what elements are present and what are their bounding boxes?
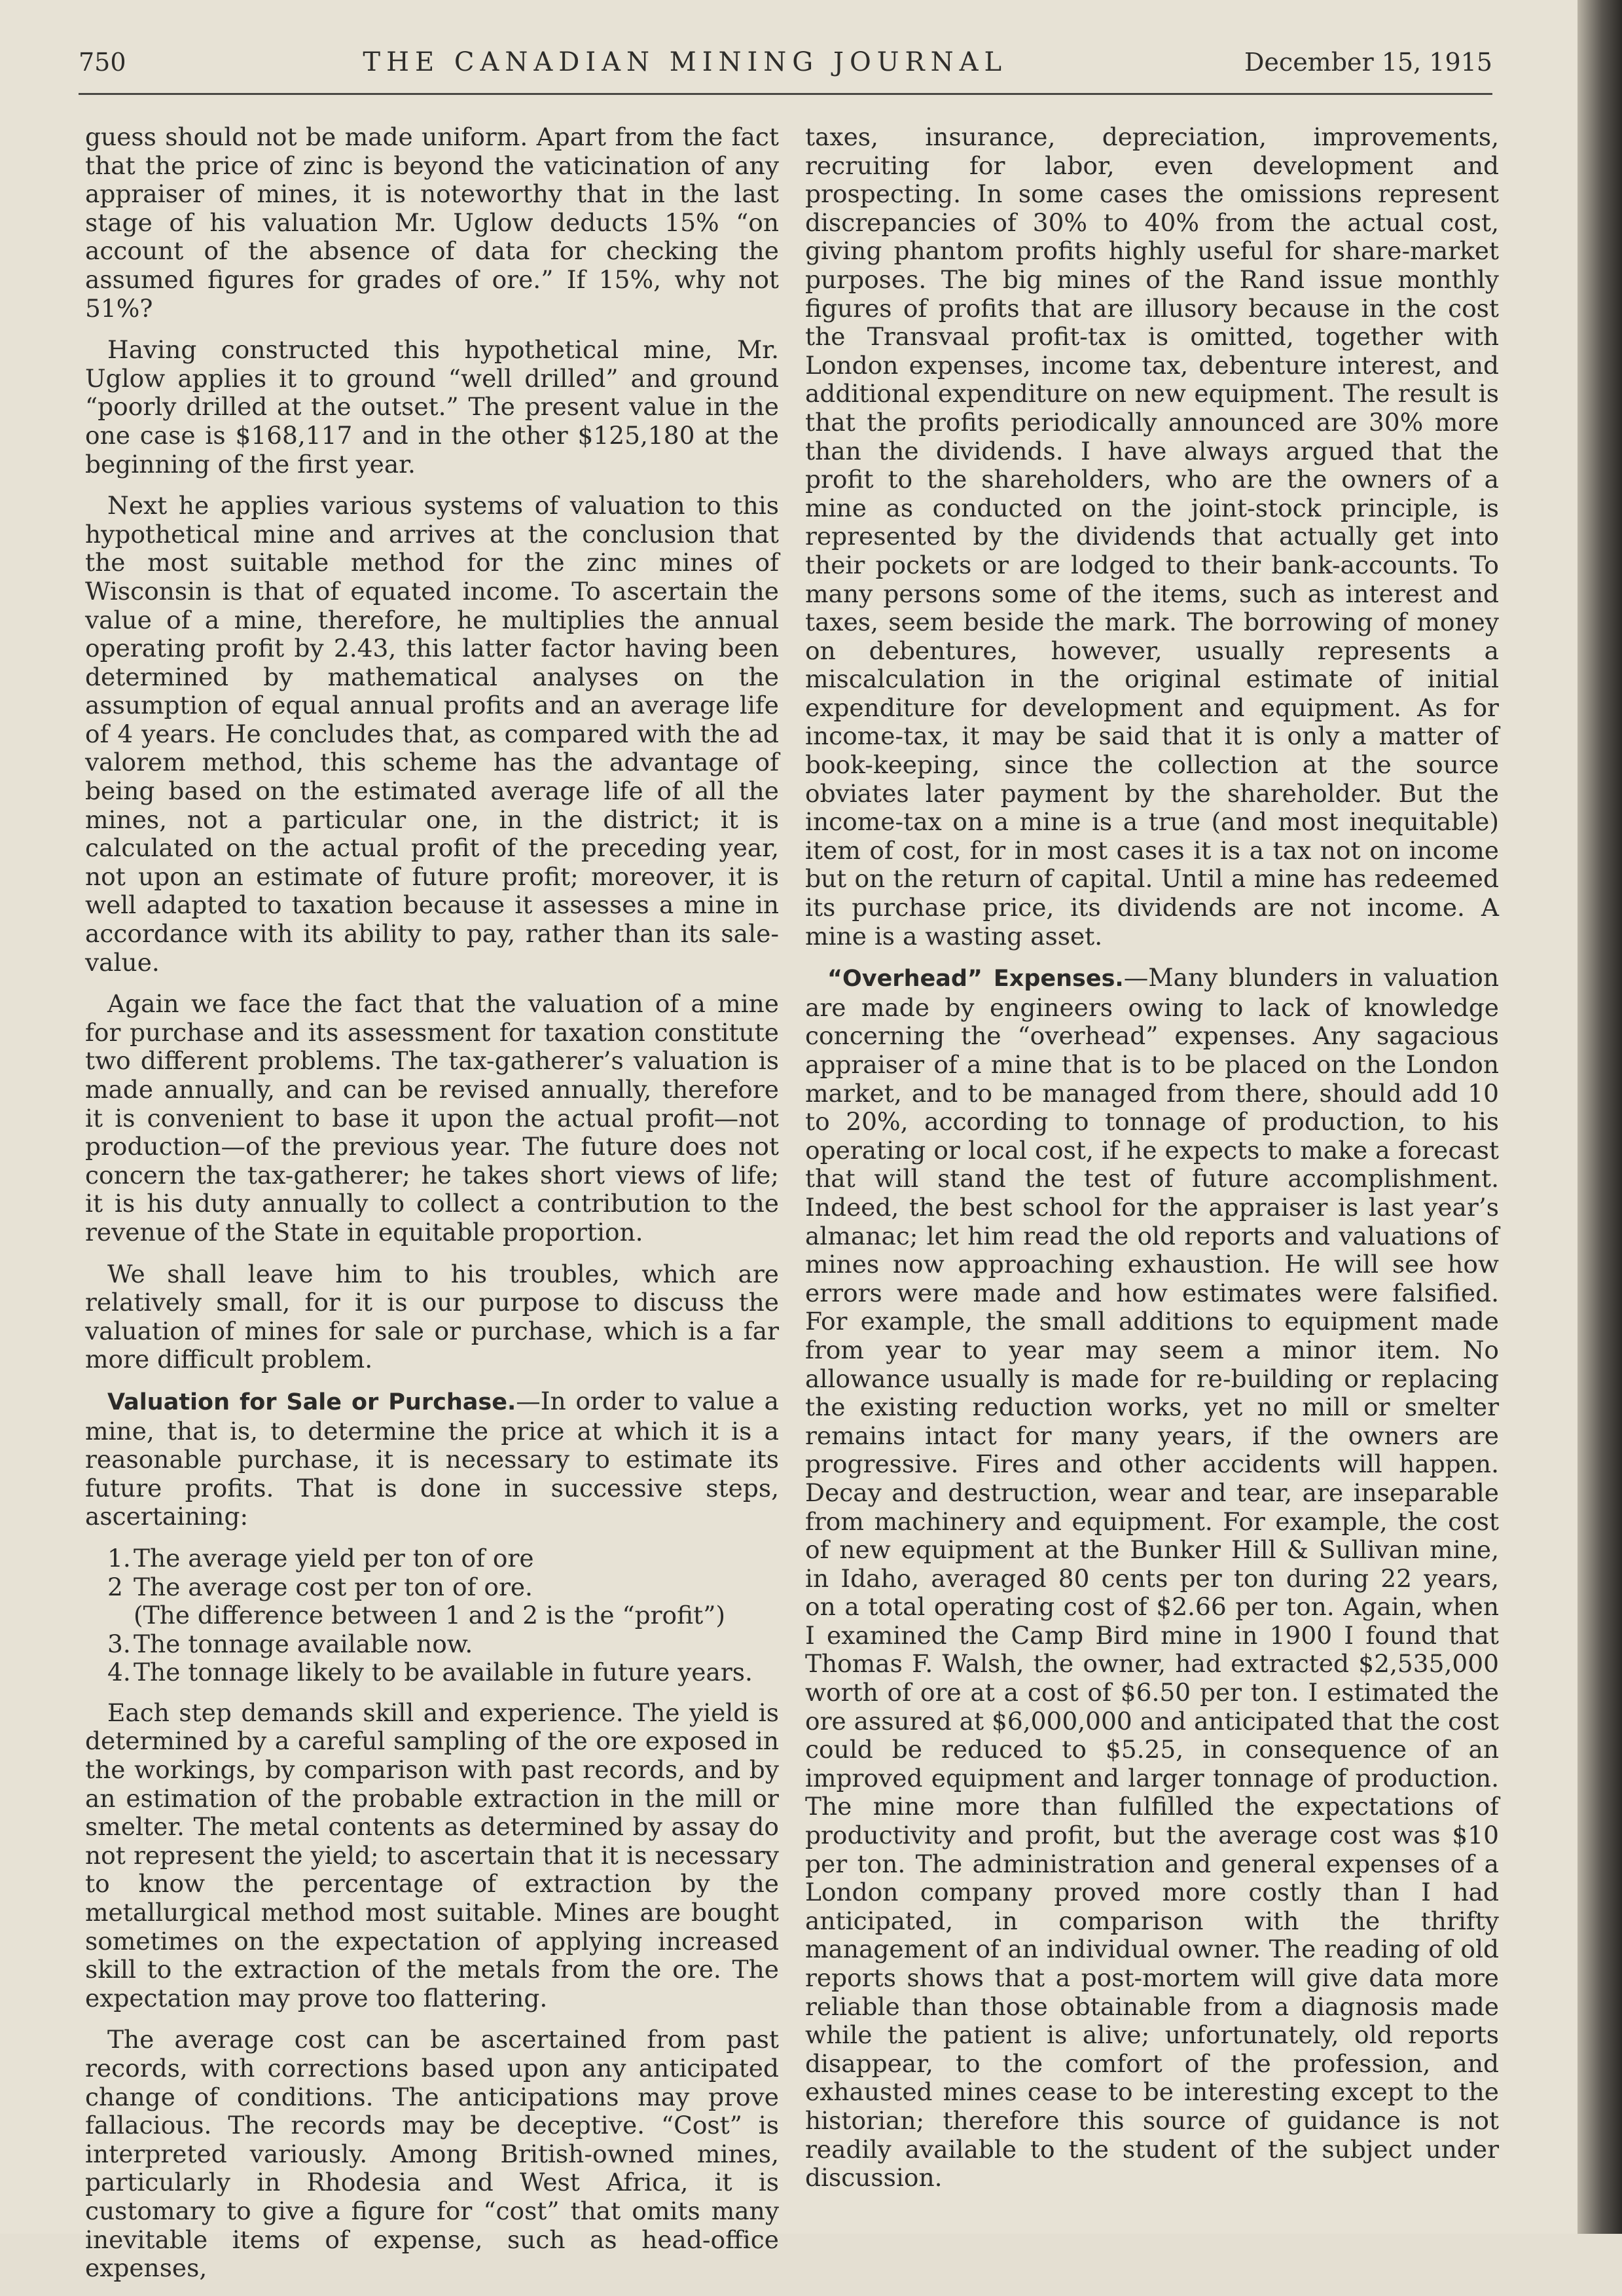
header-rule (79, 93, 1492, 95)
steps-list (85, 1544, 779, 1687)
paragraph: guess should not be made uniform. Apart from the fact that the price of zinc is beyond the vaticination of any appraiser of mines, it is noteworthy that in the last stage of his valuation Mr. Uglow deducts 15% “on account of the absence of data for checking the assumed figures for grades of ore.” If 15%, why not 51%? (85, 122, 779, 323)
paragraph: Each step demands skill and experience. The yield is determined by a careful sampling of the ore exposed in the workings, by comparison with past records, and by an estimation of the probable extraction in the mill or smelter. The metal contents as determined by assay do not represent the yield; to ascertain that it is necessary to know the percentage of extraction by the metallurgical method most suitable. Mines are bought sometimes on the expectation of applying increased skill to the extraction of the metals from the ore. The expectation may prove too flattering. (85, 1698, 779, 2013)
section-heading: “Overhead” Expenses. (827, 966, 1124, 993)
section-heading: Valuation for Sale or Purchase. (107, 1389, 516, 1415)
right-column (805, 123, 1499, 2206)
list-item: 1. The average yield per ton of ore (107, 1543, 534, 1573)
paragraph: Having constructed this hypothetical mine, Mr. Uglow applies it to ground “well drilled” and ground “poorly drilled at the outset.” The present value in the one case is $168,117 and in the other $125,180 at the beginning of the first year. (85, 335, 779, 479)
list-item: 4. The tonnage likely to be available in future years. (107, 1658, 753, 1687)
section-text: —In order to value a mine, that is, to determine the price at which it is a reasonable purchase, it is necessary to estimate its future profits. That is done in successive steps, ascertaining: (85, 1386, 779, 1531)
section-paragraph (85, 1387, 779, 1531)
paragraph: The average cost can be ascertained from past records, with corrections based upon any anticipated change of conditions. The anticipations may prove fallacious. The records may be deceptive. “Cost” is interpreted variously. Among British-owned mines, particularly in Rhodesia and West Africa, it is customary to give a figure for “cost” that omits many inevitable items of expense, such as head-office expenses, (85, 2025, 779, 2283)
list-note: (The difference between 1 and 2 is the “profit”) (134, 1601, 725, 1630)
list-item: 2 The average cost per ton of ore. (107, 1572, 533, 1601)
issue-date: December 15, 1915 (1244, 48, 1492, 77)
list-item: 3. The tonnage available now. (107, 1629, 473, 1658)
paragraph: Next he applies various systems of valuation to this hypothetical mine and arrives at the conclusion that the most suitable method for the zinc mines of Wisconsin is that of equated income. To ascertain the value of a mine, therefore, he multiplies the annual operating profit by 2.43, this latter factor having been determined by mathematical analyses on the assumption of equal annual profits and an average life of 4 years. He concludes that, as compared with the ad valorem method, this scheme has the advantage of being based on the estimated average life of all the mines, not a particular one, in the district; it is calculated on the actual profit of the preceding year, not upon an estimate of future profit; moreover, it is well adapted to taxation because it assesses a mine in accordance with its ability to pay, rather than its sale-value. (85, 491, 779, 977)
paragraph: taxes, insurance, depreciation, improvements, recruiting for labor, even development and prospecting. In some cases the omissions represent discrepancies of 30% to 40% from the actual cost, giving phantom profits highly useful for share-market purposes. The big mines of the Rand issue monthly figures of profits that are illusory because in the cost the Transvaal profit-tax is omitted, together with London expenses, income tax, debenture interest, and additional expenditure on new equipment. The result is that the profits periodically announced are 30% more than the dividends. I have always argued that the profit to the shareholders, who are the owners of a mine as conducted on the joint-stock principle, is represented by the dividends that actually get into their pockets or are lodged to their bank-accounts. To many persons some of the items, such as interest and taxes, seem beside the mark. The borrowing of money on debentures, however, usually represents a miscalculation in the original estimate of initial expenditure for development and equipment. As for income-tax, it may be said that it is only a matter of book-keeping, since the collection at the source obviates later payment by the shareholder. But the income-tax on a mine is a true (and most inequitable) item of cost, for in most cases it is a tax not on income but on the return of capital. Until a mine has redeemed its purchase price, its dividends are not income. A mine is a wasting asset. (805, 122, 1499, 951)
section-text: —Many blunders in valuation are made by engineers owing to lack of knowledge concerning the “overhead” expenses. Any sagacious appraiser of a mine that is to be placed on the London market, and to be managed from there, should add 10 to 20%, according to tonnage of production, to his operating or local cost, if he expects to make a forecast that will stand the test of future accomplishment. Indeed, the best school for the appraiser is last year’s almanac; let him read the old reports and valuations of mines now approaching exhaustion. He will see how errors were made and how estimates were falsified. For example, the small additions to equipment made from year to year may seem a minor item. No allowance usually is made for re-building or replacing the existing reduction works, yet no mill or smelter remains intact for many years, if the owners are progressive. Fires and other accidents will happen. Decay and destruction, wear and tear, are inseparable from machinery and equipment. For example, the cost of new equipment at the Bunker Hill & Sullivan mine, in Idaho, averaged 80 cents per ton during 22 years, on a total operating cost of $2.66 per ton. Again, when I examined the Camp Bird mine in 1900 I found that Thomas F. Walsh, the owner, had extracted $2,535,000 worth of ore at a cost of $6.50 per ton. I estimated the ore assured at $6,000,000 and anticipated that the cost could be reduced to $5.25, in consequence of an improved equipment and larger tonnage of production. The mine more than fulfilled the expectations of productivity and profit, but the average cost was $10 per ton. The administration and general expenses of a London company proved more costly than I had anticipated, in comparison with the thrifty management of an individual owner. The reading of old reports shows that a post-mortem will give data more reliable than those obtainable from a diagnosis made while the patient is alive; unfortunately, old reports disappear, to the comfort of the profession, and exhausted mines cease to be interesting except to the historian; therefore this source of guidance is not readily available to the student of the subject under discussion. (805, 963, 1499, 2193)
book-gutter (1577, 0, 1622, 2234)
left-column (85, 123, 779, 2296)
paragraph: Again we face the fact that the valuation of a mine for purchase and its assessment for taxation constitute two different problems. The tax-gatherer’s valuation is made annually, and can be revised annually, therefore it is convenient to base it upon the actual profit—not production—of the previous year. The future does not concern the tax-gatherer; he takes short views of life; it is his duty annually to collect a contribution to the revenue of the State in equitable proportion. (85, 989, 779, 1247)
paragraph: We shall leave him to his troubles, which are relatively small, for it is our purpose to discuss the valuation of mines for sale or purchase, which is a far more difficult problem. (85, 1259, 779, 1374)
page-number: 750 (79, 48, 126, 77)
page-header (79, 47, 1492, 86)
section-paragraph (805, 964, 1499, 2193)
journal-title: THE CANADIAN MINING JOURNAL (363, 47, 1008, 77)
